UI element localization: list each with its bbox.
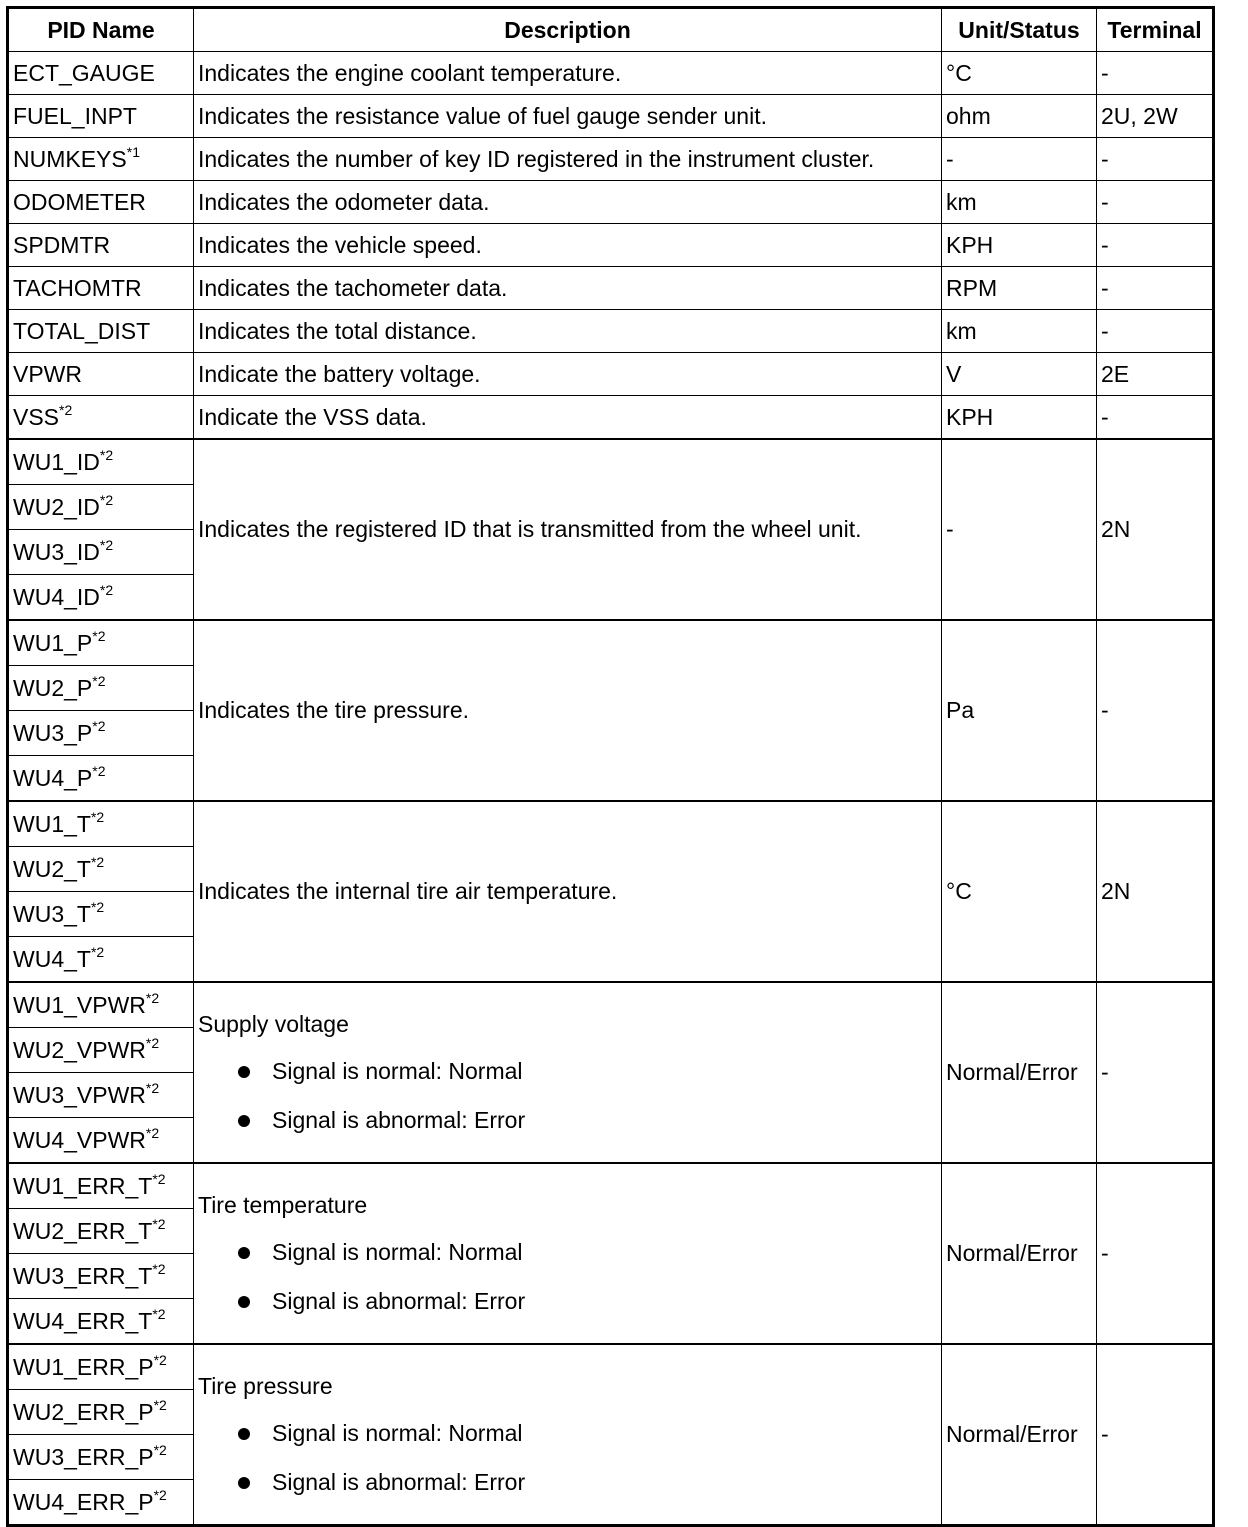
pid-name-cell xyxy=(8,353,194,396)
unit-cell: km xyxy=(942,181,1097,224)
unit-cell: km xyxy=(942,310,1097,353)
description-cell: Indicates the tachometer data. xyxy=(194,267,942,310)
unit-cell: Normal/Error xyxy=(942,1344,1097,1526)
footnote-marker: *2 xyxy=(59,401,73,418)
footnote-marker: *2 xyxy=(90,808,105,825)
bullet-list xyxy=(198,1239,937,1315)
description-cell: Indicate the VSS data. xyxy=(194,396,942,440)
table-row xyxy=(8,224,1214,267)
table-row xyxy=(8,310,1214,353)
footnote-marker: *2 xyxy=(145,1034,160,1051)
description-cell xyxy=(194,1344,942,1526)
header-terminal: Terminal xyxy=(1097,8,1214,52)
list-item xyxy=(238,1288,937,1315)
unit-cell: °C xyxy=(942,801,1097,982)
bullet-icon xyxy=(238,1296,250,1308)
bullet-list xyxy=(198,1420,937,1496)
footnote-marker: *2 xyxy=(99,536,114,553)
pid-name-cell xyxy=(8,801,194,847)
terminal-cell: - xyxy=(1097,396,1214,440)
pid-name-cell xyxy=(8,1118,194,1164)
bullet-text: Signal is normal: Normal xyxy=(272,1239,523,1265)
footnote-marker: *2 xyxy=(92,762,106,779)
table-row xyxy=(8,52,1214,95)
description-cell: Indicate the battery voltage. xyxy=(194,353,942,396)
footnote-marker: *2 xyxy=(90,898,105,915)
footnote-marker: *2 xyxy=(145,1079,160,1096)
description-cell: Indicates the registered ID that is transmitted from the wheel unit. xyxy=(194,439,942,620)
pid-name-cell xyxy=(8,439,194,485)
unit-cell: °C xyxy=(942,52,1097,95)
description-heading: Tire pressure xyxy=(198,1373,333,1399)
terminal-cell: 2U, 2W xyxy=(1097,95,1214,138)
unit-cell: Normal/Error xyxy=(942,1163,1097,1344)
pid-name-cell xyxy=(8,1344,194,1390)
pid-name: FUEL_INPT xyxy=(13,102,137,129)
description-cell: Indicates the vehicle speed. xyxy=(194,224,942,267)
footnote-marker: *2 xyxy=(152,1260,166,1277)
pid-name-cell xyxy=(8,530,194,575)
list-item xyxy=(238,1420,937,1447)
pid-name: WU1_ERR_T xyxy=(13,1172,153,1199)
footnote-marker: *2 xyxy=(153,1396,167,1413)
pid-name: WU4_ID xyxy=(13,583,100,610)
terminal-cell: - xyxy=(1097,982,1214,1163)
unit-cell: ohm xyxy=(942,95,1097,138)
header-unit-status: Unit/Status xyxy=(942,8,1097,52)
description-cell: Indicates the engine coolant temperature. xyxy=(194,52,942,95)
footnote-marker: *2 xyxy=(90,853,105,870)
description-cell: Indicates the total distance. xyxy=(194,310,942,353)
pid-name-cell xyxy=(8,1209,194,1254)
pid-name-cell xyxy=(8,620,194,666)
terminal-cell: - xyxy=(1097,138,1214,181)
description-cell: Indicates the resistance value of fuel gauge sender unit. xyxy=(194,95,942,138)
pid-name-cell xyxy=(8,575,194,621)
pid-name: SPDMTR xyxy=(13,231,111,258)
pid-name-cell xyxy=(8,52,194,95)
bullet-icon xyxy=(238,1247,250,1259)
pid-name-cell xyxy=(8,224,194,267)
bullet-text: Signal is abnormal: Error xyxy=(272,1288,526,1314)
footnote-marker: *2 xyxy=(153,1486,167,1503)
header-row xyxy=(8,8,1214,52)
header-description: Description xyxy=(194,8,942,52)
pid-name: WU1_P xyxy=(13,629,93,656)
bullet-text: Signal is abnormal: Error xyxy=(272,1469,526,1495)
pid-name-cell xyxy=(8,1254,194,1299)
description-heading: Tire temperature xyxy=(198,1192,368,1218)
unit-cell: V xyxy=(942,353,1097,396)
terminal-cell: - xyxy=(1097,620,1214,801)
footnote-marker: *2 xyxy=(153,1351,167,1368)
footnote-marker: *2 xyxy=(92,627,106,644)
footnote-marker: *2 xyxy=(92,672,106,689)
pid-name: TOTAL_DIST xyxy=(13,317,151,344)
terminal-cell: - xyxy=(1097,181,1214,224)
pid-name: NUMKEYS xyxy=(13,145,127,172)
pid-name-cell xyxy=(8,892,194,937)
terminal-cell: - xyxy=(1097,310,1214,353)
description-heading: Supply voltage xyxy=(198,1011,349,1037)
footnote-marker: *2 xyxy=(90,943,105,960)
pid-name-cell xyxy=(8,847,194,892)
pid-name: WU4_ERR_T xyxy=(13,1307,153,1334)
table-row xyxy=(8,95,1214,138)
header-pid-name: PID Name xyxy=(8,8,194,52)
pid-name-cell xyxy=(8,711,194,756)
bullet-icon xyxy=(238,1066,250,1078)
list-item xyxy=(238,1469,937,1496)
pid-name: WU3_T xyxy=(13,900,91,927)
bullet-text: Signal is normal: Normal xyxy=(272,1058,523,1084)
pid-name-cell xyxy=(8,1480,194,1526)
description-cell: Indicates the number of key ID registered in the instrument cluster. xyxy=(194,138,942,181)
pid-name: WU2_P xyxy=(13,674,93,701)
terminal-cell: - xyxy=(1097,267,1214,310)
pid-name: WU1_VPWR xyxy=(13,991,146,1018)
table-row xyxy=(8,1163,1214,1209)
bullet-icon xyxy=(238,1115,250,1127)
unit-cell: KPH xyxy=(942,396,1097,440)
footnote-marker: *1 xyxy=(126,143,140,160)
pid-name: WU4_VPWR xyxy=(13,1126,146,1153)
footnote-marker: *2 xyxy=(145,989,160,1006)
pid-name: WU1_T xyxy=(13,810,91,837)
pid-name-cell xyxy=(8,666,194,711)
pid-name-cell xyxy=(8,267,194,310)
table-row xyxy=(8,439,1214,485)
list-item xyxy=(238,1239,937,1266)
table-row xyxy=(8,801,1214,847)
unit-cell: KPH xyxy=(942,224,1097,267)
list-item xyxy=(238,1058,937,1085)
pid-name-cell xyxy=(8,1028,194,1073)
bullet-text: Signal is normal: Normal xyxy=(272,1420,523,1446)
pid-name-cell xyxy=(8,310,194,353)
pid-name: WU3_ID xyxy=(13,538,100,565)
pid-name-cell xyxy=(8,756,194,802)
pid-name: WU4_ERR_P xyxy=(13,1488,154,1515)
footnote-marker: *2 xyxy=(152,1215,166,1232)
pid-name-cell xyxy=(8,1299,194,1345)
unit-cell: Normal/Error xyxy=(942,982,1097,1163)
description-cell: Indicates the tire pressure. xyxy=(194,620,942,801)
unit-cell: Pa xyxy=(942,620,1097,801)
footnote-marker: *2 xyxy=(99,446,114,463)
pid-name-cell xyxy=(8,138,194,181)
unit-cell: - xyxy=(942,439,1097,620)
terminal-cell: - xyxy=(1097,52,1214,95)
terminal-cell: - xyxy=(1097,1163,1214,1344)
unit-cell: - xyxy=(942,138,1097,181)
terminal-cell: 2N xyxy=(1097,801,1214,982)
terminal-cell: 2N xyxy=(1097,439,1214,620)
description-cell: Indicates the internal tire air temperature. xyxy=(194,801,942,982)
table-row xyxy=(8,1344,1214,1390)
terminal-cell: - xyxy=(1097,224,1214,267)
terminal-cell: - xyxy=(1097,1344,1214,1526)
table-row xyxy=(8,396,1214,440)
pid-name: WU3_ERR_T xyxy=(13,1262,153,1289)
footnote-marker: *2 xyxy=(152,1170,166,1187)
pid-name-cell xyxy=(8,1435,194,1480)
pid-name-cell xyxy=(8,95,194,138)
pid-name-cell xyxy=(8,1163,194,1209)
pid-name: WU1_ERR_P xyxy=(13,1353,154,1380)
pid-name: VSS xyxy=(13,403,60,430)
footnote-marker: *2 xyxy=(153,1441,167,1458)
pid-name: TACHOMTR xyxy=(13,274,142,301)
pid-name-cell xyxy=(8,485,194,530)
pid-name: WU2_ERR_P xyxy=(13,1398,154,1425)
pid-name: WU4_P xyxy=(13,764,93,791)
unit-cell: RPM xyxy=(942,267,1097,310)
pid-name: WU2_ID xyxy=(13,493,100,520)
table-row xyxy=(8,982,1214,1028)
pid-name: WU3_ERR_P xyxy=(13,1443,154,1470)
pid-name: ECT_GAUGE xyxy=(13,59,155,86)
description-cell: Indicates the odometer data. xyxy=(194,181,942,224)
pid-name-cell xyxy=(8,1390,194,1435)
bullet-icon xyxy=(238,1477,250,1489)
table-row xyxy=(8,181,1214,224)
table-row xyxy=(8,620,1214,666)
description-cell xyxy=(194,1163,942,1344)
table-row xyxy=(8,353,1214,396)
pid-name: WU2_T xyxy=(13,855,91,882)
bullet-icon xyxy=(238,1428,250,1440)
pid-name: WU1_ID xyxy=(13,448,100,475)
pid-name-cell xyxy=(8,396,194,440)
pid-name: WU2_ERR_T xyxy=(13,1217,153,1244)
list-item xyxy=(238,1107,937,1134)
pid-name: VPWR xyxy=(13,360,82,387)
pid-name: ODOMETER xyxy=(13,188,146,215)
footnote-marker: *2 xyxy=(92,717,106,734)
table-body xyxy=(8,52,1214,1526)
table-row xyxy=(8,138,1214,181)
footnote-marker: *2 xyxy=(99,581,114,598)
pid-name-cell xyxy=(8,181,194,224)
pid-name-cell xyxy=(8,937,194,983)
pid-name-cell xyxy=(8,982,194,1028)
bullet-text: Signal is abnormal: Error xyxy=(272,1107,526,1133)
pid-name: WU2_VPWR xyxy=(13,1036,146,1063)
bullet-list xyxy=(198,1058,937,1134)
footnote-marker: *2 xyxy=(145,1124,160,1141)
pid-name: WU4_T xyxy=(13,945,91,972)
footnote-marker: *2 xyxy=(99,491,114,508)
pid-name-cell xyxy=(8,1073,194,1118)
table-row xyxy=(8,267,1214,310)
pid-table xyxy=(6,6,1215,1527)
terminal-cell: 2E xyxy=(1097,353,1214,396)
footnote-marker: *2 xyxy=(152,1305,166,1322)
pid-name: WU3_P xyxy=(13,719,93,746)
description-cell xyxy=(194,982,942,1163)
pid-name: WU3_VPWR xyxy=(13,1081,146,1108)
